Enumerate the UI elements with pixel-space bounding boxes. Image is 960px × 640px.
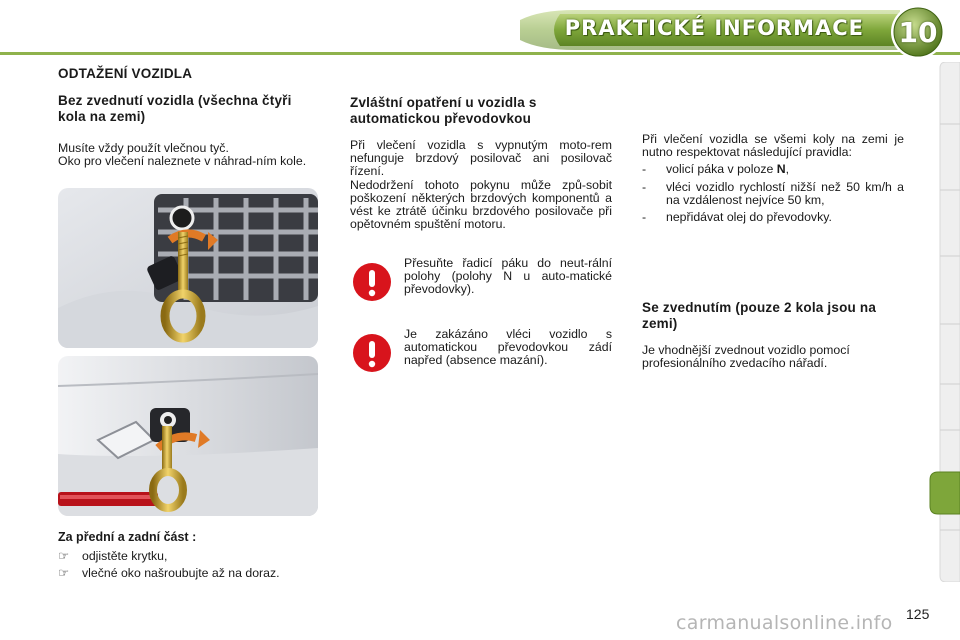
column-rules xyxy=(642,133,904,371)
list-item: - volicí páka v poloze N, xyxy=(642,162,790,177)
watermark: carmanualsonline.info xyxy=(676,612,893,634)
pointing-hand-icon: ☞ xyxy=(58,549,70,563)
chapter-number-badge: 10 xyxy=(898,15,938,49)
list-item: ☞ odjistěte krytku, xyxy=(58,549,168,563)
rear-towing-eye-image xyxy=(58,356,318,516)
chapter-tab-strip xyxy=(924,62,960,582)
list-item: - vléci vozidlo rychlostí nižší než 50 km/h a na vzdálenost nejvíce 50 km, xyxy=(642,179,904,207)
section-title: ODTAŽENÍ VOZIDLA xyxy=(58,66,193,81)
column-automatic-gearbox xyxy=(350,95,612,231)
lifting-advice-text: Je vhodnější zvednout vozidlo pomocí profesionálního zvedacího nářadí. xyxy=(642,343,850,371)
brake-damage-warning-text: Nedodržení tohoto pokynu může způ-sobit poškození některých brzdových komponentů a vést ke ztrátě účinku brzdového posilovače při opětovném spuštění motoru. xyxy=(350,177,612,232)
exclamation-warning-icon xyxy=(352,333,392,373)
list-item: ☞ vlečné oko našroubujte až na doraz. xyxy=(58,566,280,581)
pointing-hand-icon: ☞ xyxy=(58,566,70,581)
rear-towing-prohibited-warning: Je zakázáno vléci vozidlo s automatickou převodovkou zádí napřed (absence mazání). xyxy=(404,327,612,368)
front-rear-instructions-title: Za přední a zadní část : xyxy=(58,530,197,544)
column-no-lift xyxy=(58,93,318,168)
page-number: 125 xyxy=(906,606,930,622)
no-lift-heading: Bez zvednutí vozidla (všechna čtyři kola na zemi) xyxy=(58,93,292,124)
lifted-towing-heading: Se zvednutím (pouze 2 kola jsou na zemi) xyxy=(642,300,877,332)
front-rear-instructions-list xyxy=(58,550,318,580)
automatic-gearbox-heading: Zvláštní opatření u vozidla s automatickou převodovkou xyxy=(350,95,537,126)
towing-rules-list xyxy=(642,163,904,224)
front-towing-eye-image xyxy=(58,188,318,348)
page-header-title: PRAKTICKÉ INFORMACE xyxy=(564,16,864,40)
exclamation-warning-icon xyxy=(352,262,392,302)
towing-eye-location-text: Oko pro vlečení naleznete v náhrad-ním kole. xyxy=(58,154,307,169)
tow-bar-text: Musíte vždy použít vlečnou tyč. xyxy=(58,141,229,155)
towing-rules-intro: Při vlečení vozidla se všemi koly na zemi je nutno respektovat následující pravidla: xyxy=(642,132,904,160)
list-item: - nepřidávat olej do převodovky. xyxy=(642,210,832,225)
brake-servo-text: Při vlečení vozidla s vypnutým moto-rem nefunguje brzdový posilovač ani posilovač řízení. xyxy=(350,138,612,179)
neutral-position-warning: Přesuňte řadicí páku do neut-rální polohy (polohy N u auto-matické převodovky). xyxy=(404,256,612,297)
